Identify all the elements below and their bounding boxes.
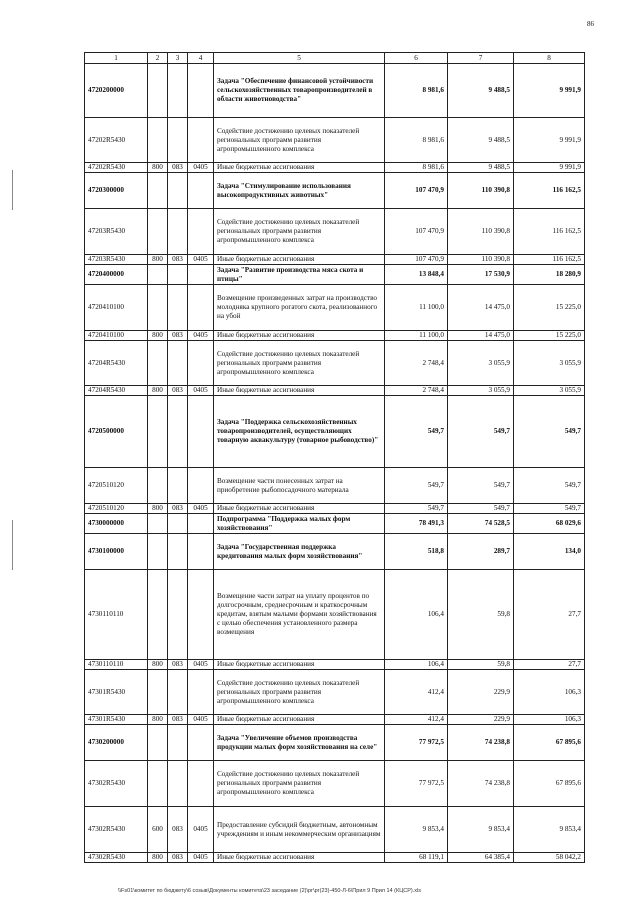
row-value-2021-cell: 549,7 [385,396,448,468]
row-subsection-cell [188,64,214,118]
row-section-cell: 800 [148,386,168,396]
row-ministry-cell [168,209,188,255]
table-row [85,163,585,173]
table-row [85,504,585,514]
row-subsection-cell [188,761,214,807]
row-value-2021-cell: 78 491,3 [385,514,448,534]
row-code-cell: 47203R5430 [85,209,148,255]
row-subsection-cell [188,396,214,468]
row-subsection-cell: 0405 [188,255,214,265]
row-code-cell: 4730100000 [85,534,148,570]
row-code-cell: 47203R5430 [85,255,148,265]
row-ministry-cell [168,670,188,715]
row-ministry-cell [168,265,188,285]
row-value-2023-cell: 116 162,5 [514,173,585,209]
row-ministry-cell: 083 [168,386,188,396]
row-ministry-cell [168,514,188,534]
row-subsection-cell [188,265,214,285]
row-value-2023-cell: 15 225,0 [514,331,585,341]
row-code-cell: 47301R5430 [85,715,148,725]
row-name-cell: Иные бюджетные ассигнования [214,163,385,173]
row-value-2022-cell: 59,8 [448,660,514,670]
row-value-2023-cell: 18 280,9 [514,265,585,285]
header-cell: 2 [148,53,168,64]
table-row [85,341,585,386]
row-subsection-cell [188,118,214,163]
row-code-cell: 4720300000 [85,173,148,209]
row-subsection-cell: 0405 [188,853,214,863]
row-value-2022-cell: 14 475,0 [448,331,514,341]
row-subsection-cell [188,570,214,660]
row-name-cell: Задача "Обеспечение финансовой устойчивости сельскохозяйственных товаропроизводителей в области животноводства" [214,64,385,118]
row-name-cell: Иные бюджетные ассигнования [214,660,385,670]
row-value-2021-cell: 549,7 [385,468,448,504]
row-section-cell: 800 [148,715,168,725]
row-code-cell: 4730200000 [85,725,148,761]
table-row [85,209,585,255]
row-name-cell: Возмещение части понесенных затрат на приобретение рыбопосадочного материала [214,468,385,504]
page-number: 86 [587,20,594,28]
row-name-cell: Содействие достижению целевых показателей региональных программ развития агропромышленного комплекса [214,341,385,386]
row-subsection-cell: 0405 [188,660,214,670]
row-value-2023-cell: 549,7 [514,396,585,468]
row-name-cell: Иные бюджетные ассигнования [214,504,385,514]
row-ministry-cell [168,285,188,331]
table-header-row [85,53,585,64]
table-row [85,331,585,341]
row-value-2021-cell: 412,4 [385,670,448,715]
row-ministry-cell [168,396,188,468]
row-value-2022-cell: 549,7 [448,396,514,468]
row-value-2021-cell: 2 748,4 [385,386,448,396]
table-row [85,725,585,761]
row-subsection-cell [188,341,214,386]
row-code-cell: 4720410100 [85,331,148,341]
row-value-2023-cell: 549,7 [514,468,585,504]
row-value-2023-cell: 67 895,6 [514,761,585,807]
row-section-cell [148,468,168,504]
row-code-cell: 4720510120 [85,504,148,514]
table-row [85,396,585,468]
row-section-cell [148,285,168,331]
row-ministry-cell [168,534,188,570]
row-subsection-cell: 0405 [188,715,214,725]
row-name-cell: Задача "Увеличение объемов производства продукции малых форм хозяйствования на селе" [214,725,385,761]
row-value-2023-cell: 9 853,4 [514,807,585,853]
row-value-2023-cell: 67 895,6 [514,725,585,761]
row-ministry-cell: 083 [168,331,188,341]
row-subsection-cell [188,173,214,209]
row-value-2022-cell: 74 238,8 [448,725,514,761]
row-section-cell [148,396,168,468]
row-value-2022-cell: 3 055,9 [448,386,514,396]
row-value-2023-cell: 106,3 [514,715,585,725]
row-code-cell: 4720500000 [85,396,148,468]
row-ministry-cell: 083 [168,660,188,670]
header-cell: 1 [85,53,148,64]
row-value-2023-cell: 27,7 [514,570,585,660]
row-value-2022-cell: 9 853,4 [448,807,514,853]
row-value-2022-cell: 74 528,5 [448,514,514,534]
row-value-2021-cell: 68 119,1 [385,853,448,863]
table-row [85,807,585,853]
row-value-2023-cell: 9 991,9 [514,118,585,163]
table-row [85,386,585,396]
row-name-cell: Подпрограмма "Поддержка малых форм хозяйствования" [214,514,385,534]
row-code-cell: 4720410100 [85,285,148,331]
row-ministry-cell: 083 [168,163,188,173]
row-section-cell: 800 [148,660,168,670]
row-value-2023-cell: 9 991,9 [514,163,585,173]
row-subsection-cell: 0405 [188,504,214,514]
row-name-cell: Иные бюджетные ассигнования [214,386,385,396]
row-value-2022-cell: 110 390,8 [448,173,514,209]
row-subsection-cell [188,468,214,504]
row-code-cell: 47301R5430 [85,670,148,715]
row-code-cell: 47302R5430 [85,761,148,807]
row-subsection-cell [188,209,214,255]
row-value-2022-cell: 3 055,9 [448,341,514,386]
row-value-2021-cell: 549,7 [385,504,448,514]
row-value-2022-cell: 289,7 [448,534,514,570]
row-value-2021-cell: 13 848,4 [385,265,448,285]
row-value-2022-cell: 110 390,8 [448,209,514,255]
row-section-cell [148,341,168,386]
row-code-cell: 47202R5430 [85,163,148,173]
row-code-cell: 4730000000 [85,514,148,534]
row-name-cell: Содействие достижению целевых показателей региональных программ развития агропромышленного комплекса [214,670,385,715]
row-subsection-cell [188,725,214,761]
row-value-2022-cell: 229,9 [448,715,514,725]
row-name-cell: Иные бюджетные ассигнования [214,853,385,863]
row-ministry-cell [168,570,188,660]
row-value-2021-cell: 412,4 [385,715,448,725]
row-code-cell: 47204R5430 [85,386,148,396]
row-subsection-cell: 0405 [188,386,214,396]
row-value-2022-cell: 14 475,0 [448,285,514,331]
row-subsection-cell [188,514,214,534]
row-subsection-cell [188,670,214,715]
row-value-2022-cell: 110 390,8 [448,255,514,265]
row-name-cell: Возмещение произведенных затрат на производство молодняка крупного рогатого скота, реализованного на убой [214,285,385,331]
header-cell: 4 [188,53,214,64]
row-value-2022-cell: 64 385,4 [448,853,514,863]
row-value-2021-cell: 107 470,9 [385,255,448,265]
row-section-cell: 800 [148,504,168,514]
row-subsection-cell [188,285,214,331]
row-section-cell: 800 [148,163,168,173]
table-row [85,118,585,163]
row-ministry-cell [168,118,188,163]
row-value-2023-cell: 58 042,2 [514,853,585,863]
row-section-cell [148,173,168,209]
row-ministry-cell [168,725,188,761]
row-value-2021-cell: 8 981,6 [385,163,448,173]
row-subsection-cell: 0405 [188,807,214,853]
row-value-2021-cell: 106,4 [385,660,448,670]
row-code-cell: 4720510120 [85,468,148,504]
row-ministry-cell [168,761,188,807]
row-section-cell: 800 [148,331,168,341]
row-value-2022-cell: 9 488,5 [448,163,514,173]
row-code-cell: 47302R5430 [85,807,148,853]
table-row [85,285,585,331]
table-row [85,853,585,863]
row-code-cell: 47302R5430 [85,853,148,863]
row-value-2021-cell: 8 981,6 [385,118,448,163]
row-name-cell: Содействие достижению целевых показателей региональных программ развития агропромышленного комплекса [214,118,385,163]
row-name-cell: Задача "Поддержка сельскохозяйственных товаропроизводителей, осуществляющих товарную аквакультуру (товарное рыбоводство)" [214,396,385,468]
row-value-2022-cell: 59,8 [448,570,514,660]
row-value-2021-cell: 107 470,9 [385,173,448,209]
table-row [85,670,585,715]
header-cell: 8 [514,53,585,64]
table-row [85,660,585,670]
table-row [85,514,585,534]
row-ministry-cell [168,468,188,504]
row-name-cell: Предоставление субсидий бюджетным, автономным учреждениям и иным некоммерческим организациям [214,807,385,853]
row-value-2023-cell: 116 162,5 [514,209,585,255]
table-row [85,715,585,725]
row-section-cell [148,761,168,807]
row-value-2021-cell: 106,4 [385,570,448,660]
row-code-cell: 47204R5430 [85,341,148,386]
row-name-cell: Иные бюджетные ассигнования [214,255,385,265]
table-row [85,761,585,807]
row-ministry-cell [168,173,188,209]
row-value-2023-cell: 15 225,0 [514,285,585,331]
row-value-2021-cell: 77 972,5 [385,725,448,761]
header-cell: 6 [385,53,448,64]
row-name-cell: Задача "Развитие производства мяса скота и птицы" [214,265,385,285]
row-value-2021-cell: 518,8 [385,534,448,570]
row-value-2023-cell: 134,0 [514,534,585,570]
row-code-cell: 4720400000 [85,265,148,285]
row-value-2023-cell: 549,7 [514,504,585,514]
row-ministry-cell: 083 [168,255,188,265]
table-row [85,255,585,265]
row-section-cell [148,570,168,660]
row-value-2022-cell: 9 488,5 [448,64,514,118]
budget-table [84,52,585,863]
row-section-cell [148,514,168,534]
row-value-2023-cell: 68 029,6 [514,514,585,534]
row-value-2023-cell: 3 055,9 [514,341,585,386]
row-name-cell: Задача "Стимулирование использования высокопродуктивных животных" [214,173,385,209]
row-subsection-cell [188,534,214,570]
row-value-2022-cell: 74 238,8 [448,761,514,807]
row-value-2023-cell: 116 162,5 [514,255,585,265]
row-ministry-cell: 083 [168,504,188,514]
margin-mark [12,520,13,570]
row-value-2021-cell: 77 972,5 [385,761,448,807]
row-name-cell: Содействие достижению целевых показателей региональных программ развития агропромышленного комплекса [214,209,385,255]
row-code-cell: 4730110110 [85,660,148,670]
table-row [85,173,585,209]
row-name-cell: Содействие достижению целевых показателей региональных программ развития агропромышленного комплекса [214,761,385,807]
row-name-cell: Иные бюджетные ассигнования [214,715,385,725]
header-cell: 3 [168,53,188,64]
row-value-2021-cell: 9 853,4 [385,807,448,853]
margin-mark [12,170,13,210]
row-ministry-cell [168,64,188,118]
file-path-footer: \\Fs01\комитет по бюджету\6 созыв\Документы комитета\23 заседание (2)\рг\рг(23)-450-Л-6\Прил 9 Прил 14 (КЦСР).xls [118,888,422,894]
row-value-2023-cell: 27,7 [514,660,585,670]
row-section-cell: 800 [148,255,168,265]
row-name-cell: Иные бюджетные ассигнования [214,331,385,341]
row-code-cell: 4720200000 [85,64,148,118]
row-section-cell [148,725,168,761]
row-subsection-cell: 0405 [188,331,214,341]
row-value-2023-cell: 9 991,9 [514,64,585,118]
row-value-2022-cell: 549,7 [448,468,514,504]
table-row [85,265,585,285]
row-ministry-cell: 083 [168,807,188,853]
row-ministry-cell: 083 [168,715,188,725]
table-row [85,534,585,570]
row-section-cell: 600 [148,807,168,853]
row-value-2023-cell: 106,3 [514,670,585,715]
row-ministry-cell [168,341,188,386]
table-row [85,570,585,660]
row-section-cell [148,209,168,255]
table-row [85,64,585,118]
row-code-cell: 4730110110 [85,570,148,660]
row-value-2021-cell: 8 981,6 [385,64,448,118]
row-value-2021-cell: 107 470,9 [385,209,448,255]
row-value-2023-cell: 3 055,9 [514,386,585,396]
row-code-cell: 47202R5430 [85,118,148,163]
row-section-cell [148,534,168,570]
header-cell: 7 [448,53,514,64]
row-value-2022-cell: 549,7 [448,504,514,514]
row-value-2022-cell: 9 488,5 [448,118,514,163]
row-name-cell: Задача "Государственная поддержка кредитования малых форм хозяйствования" [214,534,385,570]
row-value-2022-cell: 229,9 [448,670,514,715]
row-section-cell [148,265,168,285]
row-name-cell: Возмещение части затрат на уплату процентов по долгосрочным, среднесрочным и краткосрочным кредитам, взятым малыми формами хозяйствования с целью обеспечения установленного размера возмещения [214,570,385,660]
row-value-2021-cell: 11 100,0 [385,285,448,331]
row-section-cell [148,670,168,715]
row-ministry-cell: 083 [168,853,188,863]
header-cell: 5 [214,53,385,64]
table-row [85,468,585,504]
row-subsection-cell: 0405 [188,163,214,173]
row-section-cell [148,64,168,118]
row-section-cell [148,118,168,163]
row-value-2021-cell: 2 748,4 [385,341,448,386]
row-section-cell: 800 [148,853,168,863]
row-value-2021-cell: 11 100,0 [385,331,448,341]
row-value-2022-cell: 17 530,9 [448,265,514,285]
